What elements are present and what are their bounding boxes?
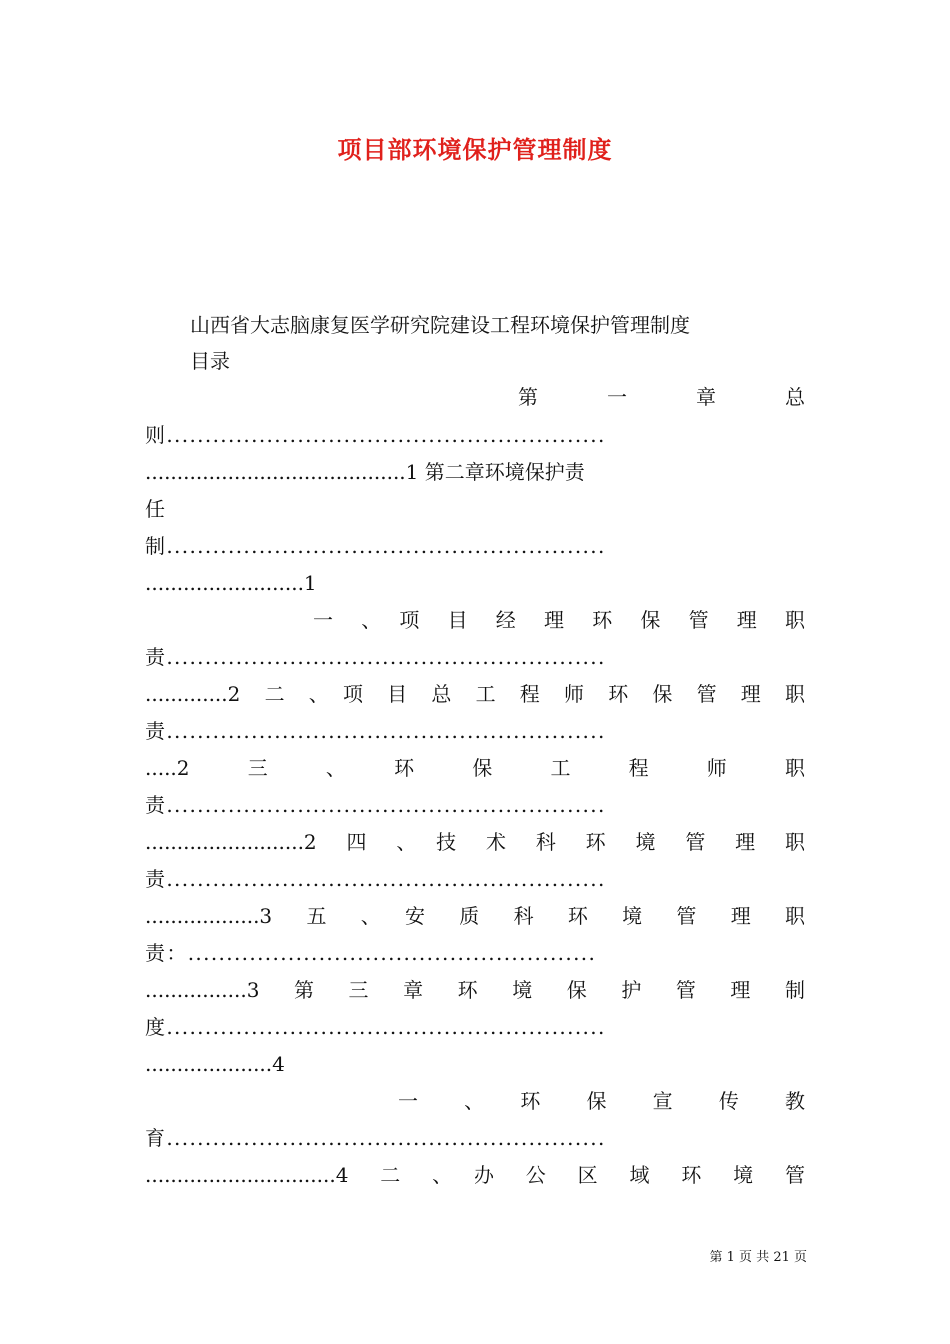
- toc-line: .............2 二 、 项 目 总 工 程 师 环 保 管 理 职: [145, 682, 805, 706]
- toc-line: 责.........................................................: [145, 645, 606, 669]
- toc-line: 责：.....................................................: [145, 941, 597, 965]
- document-subtitle: 山西省大志脑康复医学研究院建设工程环境保护管理制度: [190, 313, 690, 337]
- toc-line: .....2 三 、 环 保 工 程 师 职: [145, 756, 805, 780]
- toc-line: .........................1: [145, 571, 317, 595]
- page-footer: 第 1 页 共 21 页: [709, 1250, 807, 1265]
- toc-line: 度.........................................................: [145, 1015, 606, 1039]
- toc-line: 责.........................................................: [145, 867, 606, 891]
- toc-line: 育.........................................................: [145, 1126, 606, 1150]
- toc-line: 责.........................................................: [145, 793, 606, 817]
- toc-line: .........................2 四 、 技 术 科 环 境 管 理 职: [145, 830, 805, 854]
- toc-line: ..................3 五 、 安 质 科 环 境 管 理 职: [145, 904, 805, 928]
- toc-line: 制.........................................................: [145, 534, 606, 558]
- toc-heading: 目录: [190, 349, 230, 373]
- toc-line: ..............................4 二 、 办 公 区 域 环 境 管: [145, 1163, 805, 1187]
- toc-line: 则.........................................................: [145, 423, 606, 447]
- toc-line: 一 、 环 保 宣 传 教: [398, 1089, 805, 1113]
- toc-line: 任: [145, 497, 165, 521]
- toc-line: ....................4: [145, 1052, 285, 1076]
- toc-line: .........................................1 第二章环境保护责: [145, 460, 585, 484]
- toc-line: 一 、 项 目 经 理 环 保 管 理 职: [313, 608, 805, 632]
- toc-line: ................3 第 三 章 环 境 保 护 管 理 制: [145, 978, 805, 1002]
- toc-line: 责.........................................................: [145, 719, 606, 743]
- document-title: 项目部环境保护管理制度: [337, 136, 613, 164]
- toc-line: 第 一 章 总: [518, 385, 805, 409]
